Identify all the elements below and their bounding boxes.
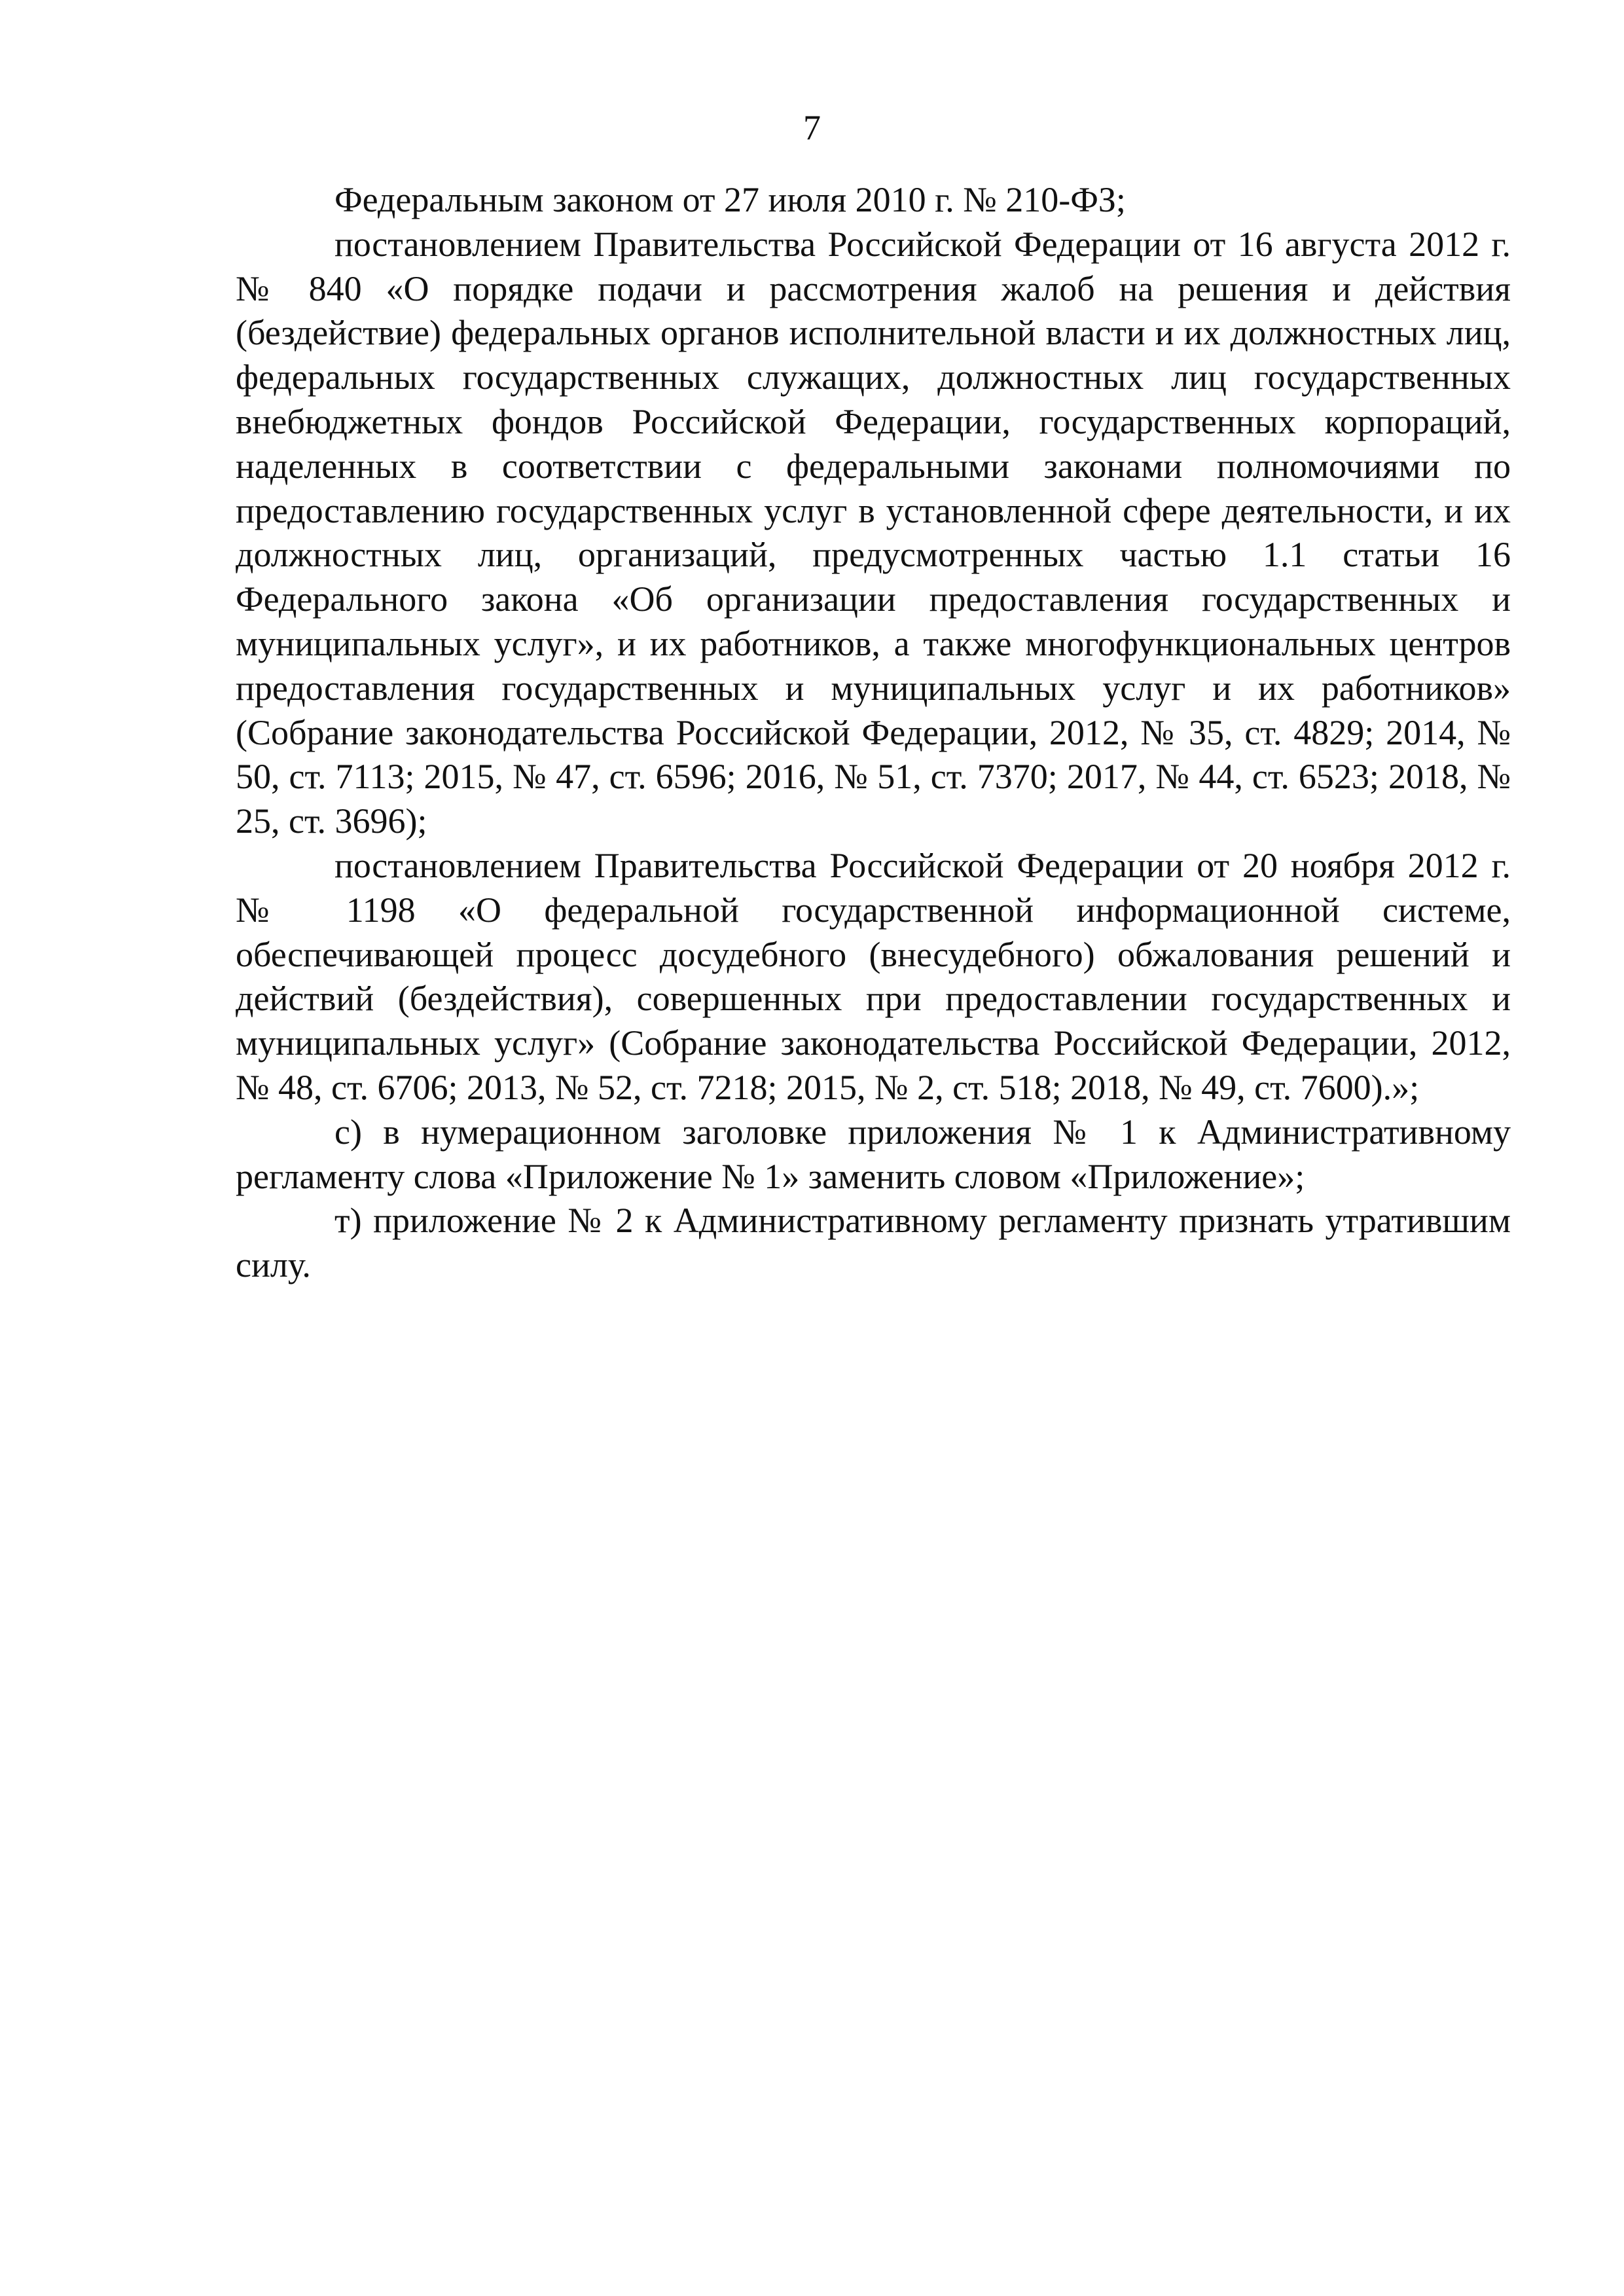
paragraph-federal-law: Федеральным законом от 27 июля 2010 г. № 210-ФЗ; [334, 180, 1126, 219]
paragraph-resolution-840: постановлением Правительства Российской Федерации от 16 августа 2012 г. № 840 «О порядке подачи и рассмотрения жалоб на решения и действия (бездействие) федеральных органов исполнительной власти и их должностных лиц, федеральных государственных служащих, должностных лиц государственных внебюджетных фондов Российской Федерации, государственных корпораций, наделенных в соответствии с федеральными законами полномочиями по предоставлению государственных услуг в установленной сфере деятельности, и их должностных лиц, организаций, предусмотренных частью 1.1 статьи 16 Федерального закона «Об организации предоставления государственных и муниципальных услуг», и их работников, а также многофункциональных центров предоставления государственных и муниципальных услуг и их работников» (Собрание законодательства Российской Федерации, 2012, № 35, ст. 4829; 2014, № 50, ст. 7113; 2015, № 47, ст. 6596; 2016, № 51, ст. 7370; 2017, № 44, ст. 6523; 2018, № 25, ст. 3696); [236, 224, 1511, 841]
paragraph-item-s: с) в нумерационном заголовке приложения № 1 к Административному регламенту слова «Приложение № 1» заменить словом «Приложение»; [236, 1112, 1511, 1196]
page-number: 7 [803, 108, 821, 147]
paragraph-resolution-1198: постановлением Правительства Российской Федерации от 20 ноября 2012 г. № 1198 «О федеральной государственной информационной системе, обеспечивающей процесс досудебного (внесудебного) обжалования решений и действий (бездействия), совершенных при предоставлении государственных и муниципальных услуг» (Собрание законодательства Российской Федерации, 2012, № 48, ст. 6706; 2013, № 52, ст. 7218; 2015, № 2, ст. 518; 2018, № 49, ст. 7600).»; [236, 845, 1511, 1107]
document-body [236, 178, 1511, 1288]
paragraph-item-t: т) приложение № 2 к Административному регламенту признать утратившим силу. [236, 1201, 1511, 1285]
